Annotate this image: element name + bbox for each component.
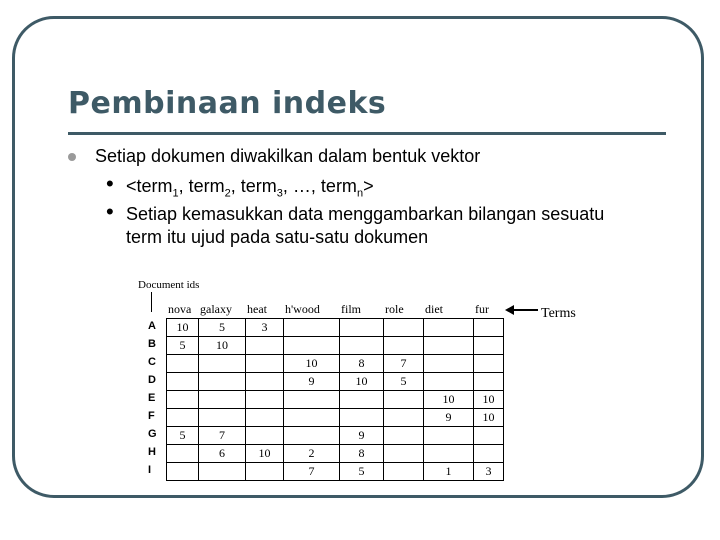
matrix-cell: [384, 391, 424, 409]
matrix-cell: [199, 355, 246, 373]
column-header: film: [341, 302, 361, 316]
matrix-row: [167, 463, 504, 481]
matrix-cell: [167, 463, 199, 481]
matrix-cell: [199, 463, 246, 481]
term-text: , term: [230, 176, 277, 196]
matrix-cell: [424, 373, 474, 391]
matrix-cell: [384, 427, 424, 445]
matrix-cell: [474, 319, 504, 337]
terms-arrow-line: [510, 309, 538, 311]
row-label: B: [148, 338, 156, 350]
matrix-cell: [246, 391, 284, 409]
matrix-cell: 6: [199, 445, 246, 463]
matrix-cell: [424, 319, 474, 337]
matrix-cell: [284, 337, 340, 355]
matrix-cell: 7: [384, 355, 424, 373]
row-label: G: [148, 428, 157, 440]
matrix-cell: [384, 463, 424, 481]
subscript: 3: [276, 187, 283, 200]
sub-bullet-2-line1: Setiap kemasukkan data menggambarkan bilangan sesuatu: [126, 204, 605, 224]
term-text: , term: [178, 176, 225, 196]
column-header: diet: [425, 302, 443, 316]
row-label: C: [148, 356, 156, 368]
matrix-cell: [246, 337, 284, 355]
matrix-cell: 5: [199, 319, 246, 337]
row-label: F: [148, 410, 155, 422]
matrix-cell: [384, 445, 424, 463]
matrix-cell: [167, 445, 199, 463]
matrix-cell: [167, 391, 199, 409]
matrix-row: [167, 445, 504, 463]
matrix-cell: [199, 409, 246, 427]
term-text: <term: [126, 176, 173, 196]
matrix-cell: 7: [284, 463, 340, 481]
row-label: E: [148, 392, 156, 404]
matrix-cell: [199, 391, 246, 409]
matrix-cell: 3: [474, 463, 504, 481]
column-header: galaxy: [200, 302, 232, 316]
matrix-row: [167, 427, 504, 445]
matrix-cell: [284, 391, 340, 409]
column-header: nova: [168, 302, 192, 316]
matrix-cell: 8: [340, 445, 384, 463]
matrix-row: [167, 355, 504, 373]
row-label: H: [148, 446, 156, 458]
matrix-cell: 3: [246, 319, 284, 337]
matrix-cell: [384, 319, 424, 337]
column-header: fur: [475, 302, 489, 316]
matrix-cell: [167, 355, 199, 373]
subscript: 1: [172, 187, 179, 200]
matrix-cell: 9: [284, 373, 340, 391]
matrix-cell: 10: [474, 391, 504, 409]
slide-title: Pembinaan indeks: [68, 86, 387, 121]
document-ids-pointer: [151, 292, 152, 312]
row-label: I: [148, 464, 152, 476]
column-header: h'wood: [285, 302, 320, 316]
matrix-cell: 5: [167, 427, 199, 445]
matrix-cell: 10: [199, 337, 246, 355]
matrix-cell: 5: [384, 373, 424, 391]
matrix-cell: 10: [284, 355, 340, 373]
column-header: role: [385, 302, 404, 316]
matrix-cell: [340, 337, 384, 355]
title-underline: [68, 132, 666, 135]
row-label: D: [148, 374, 156, 386]
sub-bullet-dot-icon: •: [106, 199, 114, 224]
term-document-matrix: [166, 318, 504, 481]
matrix-cell: 10: [474, 409, 504, 427]
bullet-main-text: Setiap dokumen diwakilkan dalam bentuk vektor: [95, 146, 481, 166]
matrix-cell: [474, 355, 504, 373]
matrix-cell: [199, 373, 246, 391]
matrix-cell: [474, 445, 504, 463]
row-label: A: [148, 320, 156, 332]
bullet-dot-icon: [68, 153, 76, 161]
matrix-cell: [246, 427, 284, 445]
matrix-cell: [246, 409, 284, 427]
matrix-row: [167, 373, 504, 391]
matrix-cell: 10: [424, 391, 474, 409]
matrix-cell: [424, 355, 474, 373]
matrix-row: [167, 337, 504, 355]
matrix-cell: [424, 337, 474, 355]
matrix-cell: 10: [167, 319, 199, 337]
sub-bullet-2-text: [126, 203, 604, 249]
matrix-row: [167, 319, 504, 337]
matrix-cell: [246, 373, 284, 391]
matrix-cell: [284, 319, 340, 337]
matrix-cell: [424, 445, 474, 463]
matrix-cell: [340, 391, 384, 409]
matrix-cell: [284, 427, 340, 445]
matrix-cell: [340, 319, 384, 337]
matrix-cell: [474, 337, 504, 355]
matrix-cell: [246, 463, 284, 481]
matrix-cell: 1: [424, 463, 474, 481]
matrix-cell: 8: [340, 355, 384, 373]
matrix-cell: [340, 409, 384, 427]
matrix-cell: 9: [340, 427, 384, 445]
subscript: n: [356, 187, 364, 200]
matrix-cell: [384, 409, 424, 427]
column-header: heat: [247, 302, 267, 316]
matrix-row: [167, 391, 504, 409]
matrix-cell: 9: [424, 409, 474, 427]
subscript: 2: [224, 187, 231, 200]
matrix-cell: [246, 355, 284, 373]
terms-label: Terms: [541, 306, 576, 321]
sub-bullet-dot-icon: •: [106, 171, 114, 196]
sub-bullet-2-line2: term itu ujud pada satu-satu dokumen: [126, 227, 429, 247]
document-ids-label: Document ids: [138, 279, 200, 291]
matrix-cell: 10: [246, 445, 284, 463]
matrix-cell: [474, 427, 504, 445]
matrix-cell: [384, 337, 424, 355]
matrix-cell: 2: [284, 445, 340, 463]
matrix-cell: 5: [167, 337, 199, 355]
term-text: >: [363, 176, 374, 196]
matrix-cell: 5: [340, 463, 384, 481]
matrix-cell: [424, 427, 474, 445]
matrix-cell: [167, 409, 199, 427]
matrix-cell: 10: [340, 373, 384, 391]
matrix-cell: 7: [199, 427, 246, 445]
matrix-cell: [474, 373, 504, 391]
matrix-cell: [284, 409, 340, 427]
term-text: , …, term: [282, 176, 357, 196]
matrix-cell: [167, 373, 199, 391]
term-vector-text: [126, 175, 374, 206]
matrix-row: [167, 409, 504, 427]
